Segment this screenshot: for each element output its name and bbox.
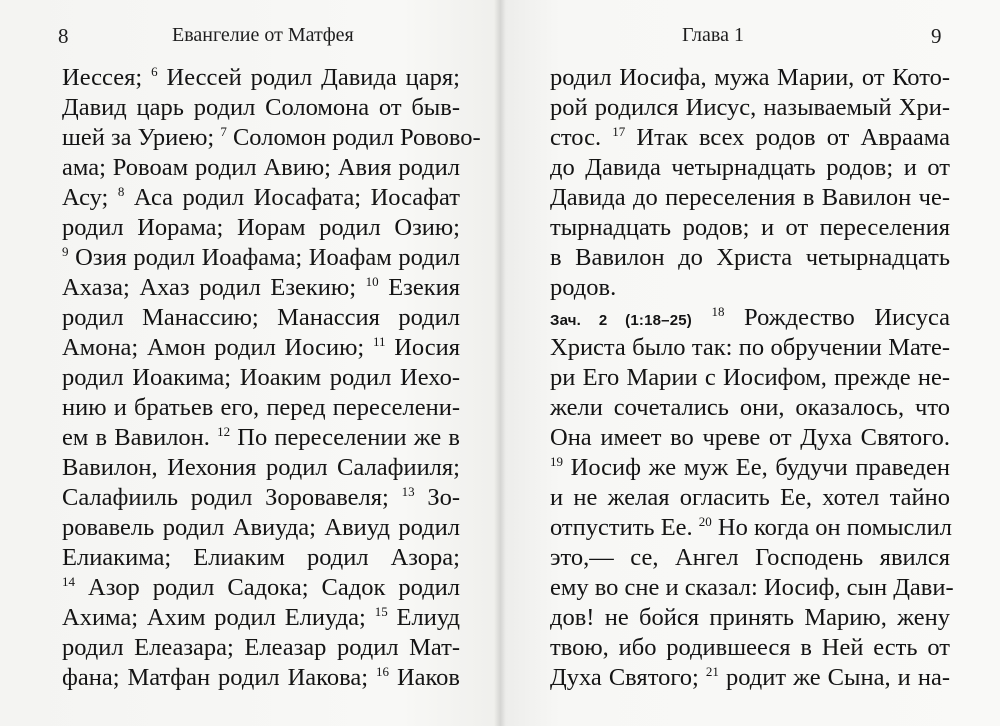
- text-run: твою, ибо родившееся в Ней есть от: [550, 634, 950, 661]
- text-run: Иаков: [388, 664, 460, 691]
- text-run: родил Елеазара; Елеазар родил Мат-: [62, 634, 460, 661]
- text-line: [550, 513, 950, 543]
- text-run: до Давида четырнадцать родов; и от: [550, 154, 950, 181]
- text-line: [550, 333, 950, 363]
- text-line: [550, 183, 950, 213]
- page-number-right: 9: [931, 24, 942, 48]
- text-line: [62, 153, 460, 183]
- text-line: [550, 393, 950, 423]
- text-run: Салафииль родил Зоровавеля;: [62, 484, 402, 511]
- text-line: [62, 483, 460, 513]
- text-run: Рождество Иисуса: [724, 304, 950, 331]
- text-line: [62, 423, 460, 453]
- page-number-left: 8: [58, 24, 69, 48]
- text-line: [550, 243, 950, 273]
- text-run: Духа Святого;: [550, 664, 706, 691]
- text-line: [550, 93, 950, 123]
- text-line: [62, 573, 460, 603]
- text-run: рой родился Иисус, называемый Хри-: [550, 94, 950, 121]
- text-line: [62, 393, 460, 423]
- verse-number: 18: [711, 304, 725, 319]
- text-line: [62, 183, 460, 213]
- verse-number: 17: [612, 124, 626, 139]
- text-run: Ахаза; Ахаз родил Езекию;: [62, 274, 366, 301]
- text-line: [62, 93, 460, 123]
- verse-number: 10: [365, 274, 379, 289]
- text-line: [550, 453, 950, 483]
- text-run: Ахима; Ахим родил Елиуда;: [62, 604, 375, 631]
- text-run: Елиуд: [387, 604, 460, 631]
- text-line: [550, 483, 950, 513]
- text-run: ему во сне и сказал: Иосиф, сын Дави-: [550, 574, 954, 601]
- verse-number: 9: [62, 244, 69, 259]
- text-run: Иессея;: [62, 64, 152, 91]
- text-line: [62, 663, 460, 693]
- text-run: шей за Уриею;: [62, 124, 221, 151]
- text-run: жели сочетались они, оказалось, что: [550, 394, 950, 421]
- text-line: [62, 243, 460, 273]
- text-line: [62, 603, 460, 633]
- text-run: Зо-: [414, 484, 460, 511]
- text-run: Но когда он помыслил: [711, 514, 952, 541]
- text-line: [550, 573, 954, 603]
- text-line: [550, 663, 950, 693]
- text-line: [62, 513, 460, 543]
- text-run: родит же Сына, и на-: [718, 664, 950, 691]
- verse-number: 19: [550, 454, 563, 469]
- text-line: [550, 153, 950, 183]
- text-line: [550, 63, 950, 93]
- text-line: [62, 273, 460, 303]
- text-run: Она имеет во чреве от Духа Святого.: [550, 424, 950, 451]
- text-line: [550, 273, 950, 303]
- text-run: Иосия: [385, 334, 460, 361]
- text-line: [62, 213, 460, 243]
- text-run: Христа было так: по обручении Мате-: [550, 334, 950, 361]
- text-line: [550, 423, 950, 453]
- text-run: родил Иоакима; Иоаким родил Иехо-: [62, 364, 460, 391]
- verse-number: 16: [375, 664, 389, 679]
- text-line: [550, 633, 950, 663]
- text-run: нию и братьев его, перед переселени-: [62, 394, 460, 421]
- text-line: [550, 603, 950, 633]
- text-run: Елиакима; Елиаким родил Азора;: [62, 544, 460, 571]
- verse-number: 14: [62, 574, 75, 589]
- verse-number: 7: [220, 124, 227, 139]
- text-line: [550, 363, 950, 393]
- running-head-left: Евангелие от Матфея: [172, 24, 354, 46]
- text-run: Амона; Амон родил Иосию;: [62, 334, 373, 361]
- verse-number: 8: [117, 184, 125, 199]
- text-line: [62, 123, 481, 153]
- text-line: [62, 333, 460, 363]
- verse-number: 20: [698, 514, 712, 529]
- running-head-right: Глава 1: [682, 24, 744, 46]
- verse-number: 11: [372, 334, 386, 349]
- text-line: [62, 543, 460, 573]
- text-run: фана; Матфан родил Иакова;: [62, 664, 376, 691]
- verse-number: 21: [705, 664, 719, 679]
- text-run: стос.: [550, 124, 613, 151]
- text-run: Асу;: [62, 184, 118, 211]
- book-gutter: [494, 0, 506, 726]
- verse-number: 12: [217, 424, 231, 439]
- text-line: [550, 213, 950, 243]
- text-run: родил Манассию; Манассия родил: [62, 304, 460, 331]
- text-line: [62, 363, 460, 393]
- text-line: [62, 303, 460, 333]
- text-run: Давида до переселения в Вавилон че-: [550, 184, 950, 211]
- text-run: родов.: [550, 274, 617, 301]
- text-run: родил Иорама; Иорам родил Озию;: [62, 214, 460, 241]
- text-run: Вавилон, Иехония родил Салафииля;: [62, 454, 460, 481]
- text-run: Озия родил Иоафама; Иоафам родил: [68, 244, 460, 271]
- text-run: тырнадцать родов; и от переселения: [550, 214, 950, 241]
- text-run: и не желая огласить Ее, хотел тайно: [550, 484, 950, 511]
- text-run: ем в Вавилон.: [62, 424, 218, 451]
- text-run: Азор родил Садока; Садок родил: [75, 574, 460, 601]
- text-line: [62, 453, 460, 483]
- text-line: [62, 633, 460, 663]
- text-run: Итак всех родов от Авраама: [625, 124, 951, 151]
- text-run: Иосиф же муж Ее, будучи праведен: [563, 454, 950, 481]
- text-line: [550, 303, 950, 333]
- text-line: [62, 63, 460, 93]
- text-line: [550, 123, 950, 153]
- text-run: ама; Ровоам родил Авию; Авия родил: [62, 154, 460, 181]
- text-run: отпустить Ее.: [550, 514, 699, 541]
- text-run: Аса родил Иосафата; Иосафат: [124, 184, 460, 211]
- text-run: в Вавилон до Христа четырнадцать: [550, 244, 950, 271]
- text-run: Езекия: [378, 274, 460, 301]
- text-run: Соломон родил Ровово-: [226, 124, 481, 151]
- text-run: родил Иосифа, мужа Марии, от Кото-: [550, 64, 950, 91]
- text-run: Иессей родил Давида царя;: [157, 64, 460, 91]
- verse-number: 15: [374, 604, 388, 619]
- verse-number: 6: [151, 64, 158, 79]
- text-line: [550, 543, 950, 573]
- reading-marker: Зач. 2 (1:18–25): [550, 312, 692, 329]
- text-run: Давид царь родил Соломона от быв-: [62, 94, 460, 121]
- verse-number: 13: [401, 484, 415, 499]
- text-run: [692, 304, 712, 331]
- text-run: это,— се, Ангел Господень явился: [550, 544, 950, 571]
- text-run: По переселении же в: [230, 424, 460, 451]
- text-run: ровавель родил Авиуда; Авиуд родил: [62, 514, 460, 541]
- text-run: ри Его Марии с Иосифом, прежде не-: [550, 364, 950, 391]
- text-run: дов! не бойся принять Марию, жену: [550, 604, 950, 631]
